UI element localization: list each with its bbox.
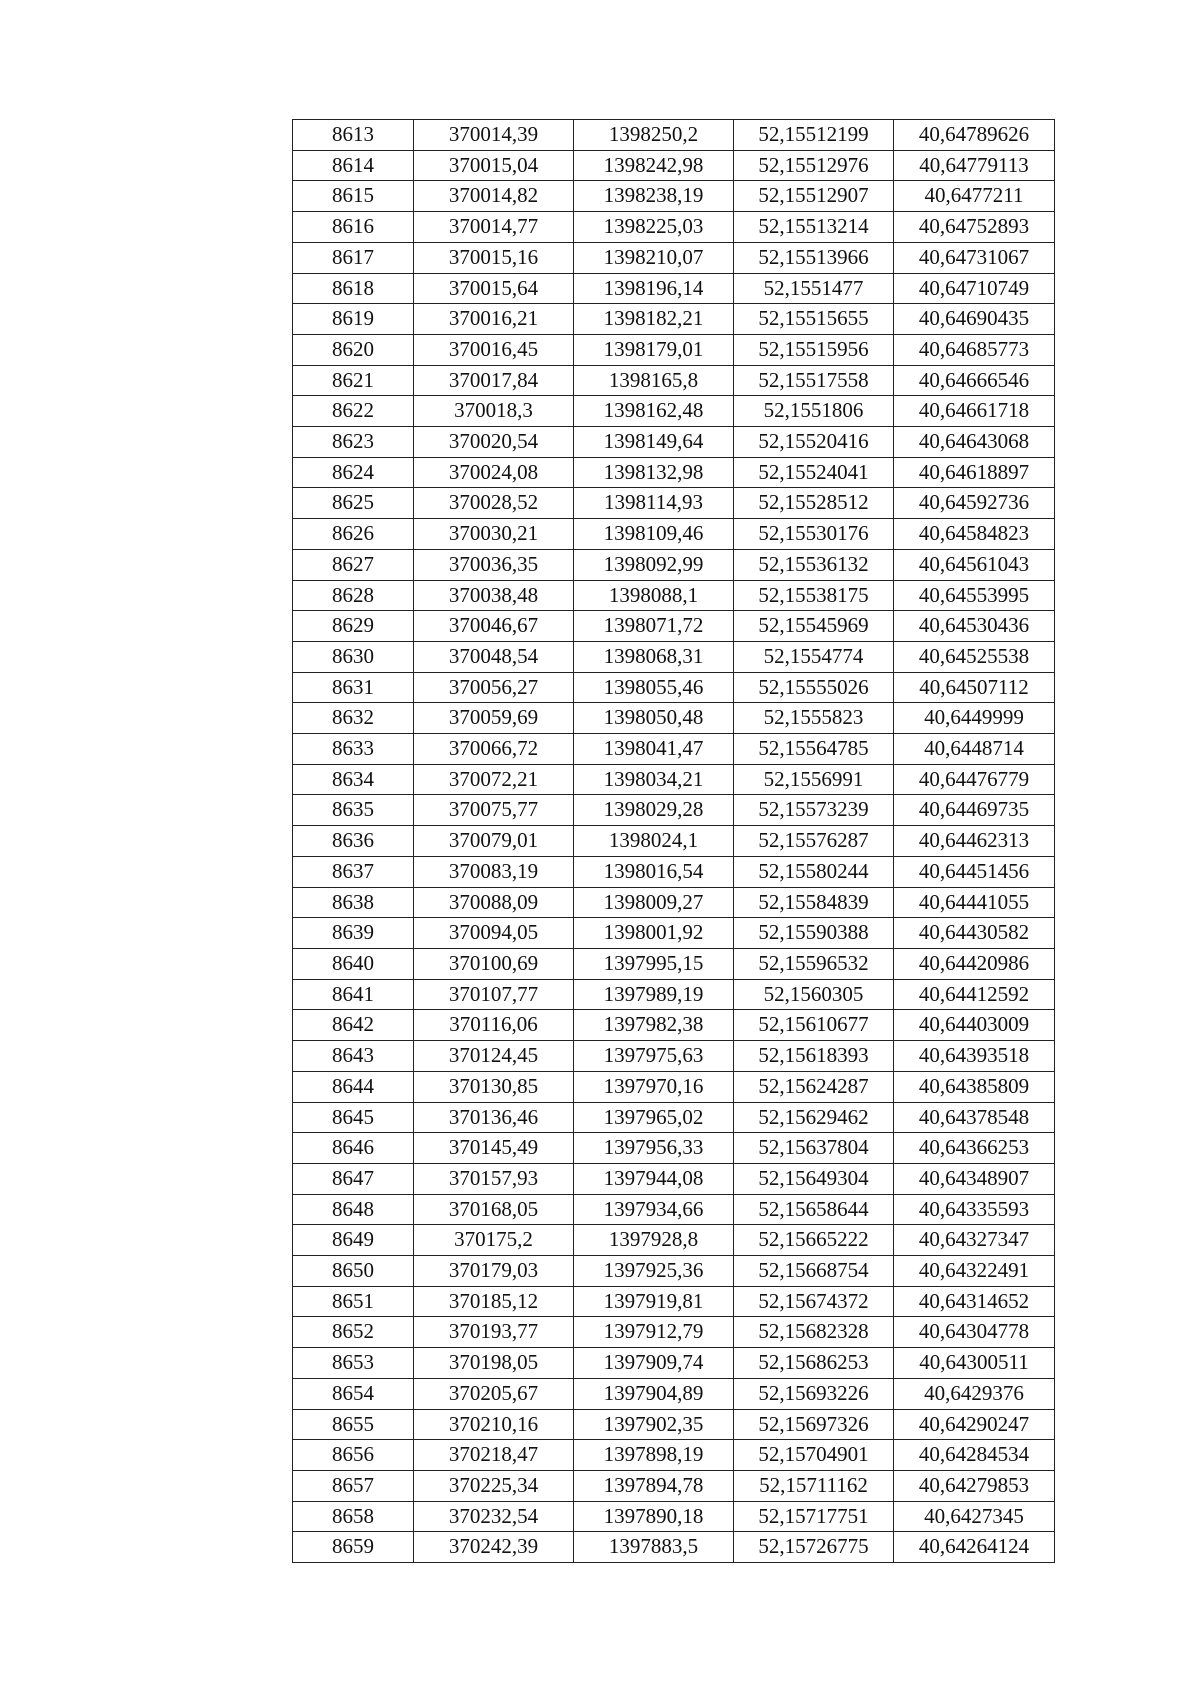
y-coordinate-cell: 1398050,48 [574,703,734,734]
y-coordinate-cell: 1397944,08 [574,1163,734,1194]
x-coordinate-cell: 370036,35 [414,549,574,580]
x-coordinate-cell: 370157,93 [414,1163,574,1194]
table-row [293,1133,1055,1164]
point-number-cell: 8644 [293,1071,414,1102]
x-coordinate-cell: 370015,04 [414,150,574,181]
x-coordinate-cell: 370016,21 [414,304,574,335]
longitude-cell: 40,64710749 [894,273,1055,304]
longitude-cell: 40,64530436 [894,611,1055,642]
x-coordinate-cell: 370179,03 [414,1256,574,1287]
latitude-cell: 52,15711162 [734,1470,894,1501]
latitude-cell: 52,15515956 [734,334,894,365]
table-row [293,181,1055,212]
table-row [293,1225,1055,1256]
longitude-cell: 40,6429376 [894,1378,1055,1409]
point-number-cell: 8657 [293,1470,414,1501]
x-coordinate-cell: 370075,77 [414,795,574,826]
longitude-cell: 40,64525538 [894,641,1055,672]
y-coordinate-cell: 1398109,46 [574,519,734,550]
latitude-cell: 52,15686253 [734,1348,894,1379]
longitude-cell: 40,64643068 [894,427,1055,458]
point-number-cell: 8617 [293,242,414,273]
longitude-cell: 40,6477211 [894,181,1055,212]
latitude-cell: 52,15717751 [734,1501,894,1532]
longitude-cell: 40,64618897 [894,457,1055,488]
x-coordinate-cell: 370059,69 [414,703,574,734]
x-coordinate-cell: 370017,84 [414,365,574,396]
latitude-cell: 52,1551477 [734,273,894,304]
point-number-cell: 8652 [293,1317,414,1348]
latitude-cell: 52,15520416 [734,427,894,458]
x-coordinate-cell: 370014,39 [414,120,574,151]
longitude-cell: 40,64666546 [894,365,1055,396]
latitude-cell: 52,15668754 [734,1256,894,1287]
x-coordinate-cell: 370225,34 [414,1470,574,1501]
x-coordinate-cell: 370242,39 [414,1532,574,1563]
latitude-cell: 52,15658644 [734,1194,894,1225]
longitude-cell: 40,64264124 [894,1532,1055,1563]
table-row [293,1163,1055,1194]
y-coordinate-cell: 1397975,63 [574,1041,734,1072]
coordinates-table-body [293,120,1055,1563]
table-row [293,703,1055,734]
y-coordinate-cell: 1398179,01 [574,334,734,365]
longitude-cell: 40,64314652 [894,1286,1055,1317]
x-coordinate-cell: 370124,45 [414,1041,574,1072]
y-coordinate-cell: 1398088,1 [574,580,734,611]
y-coordinate-cell: 1397912,79 [574,1317,734,1348]
table-row [293,549,1055,580]
longitude-cell: 40,64304778 [894,1317,1055,1348]
longitude-cell: 40,64789626 [894,120,1055,151]
latitude-cell: 52,1560305 [734,979,894,1010]
x-coordinate-cell: 370094,05 [414,918,574,949]
longitude-cell: 40,64731067 [894,242,1055,273]
point-number-cell: 8637 [293,856,414,887]
longitude-cell: 40,64284534 [894,1440,1055,1471]
x-coordinate-cell: 370046,67 [414,611,574,642]
y-coordinate-cell: 1397894,78 [574,1470,734,1501]
table-row [293,457,1055,488]
latitude-cell: 52,15576287 [734,826,894,857]
point-number-cell: 8635 [293,795,414,826]
latitude-cell: 52,15624287 [734,1071,894,1102]
table-row [293,334,1055,365]
table-row [293,1409,1055,1440]
x-coordinate-cell: 370116,06 [414,1010,574,1041]
x-coordinate-cell: 370210,16 [414,1409,574,1440]
table-row [293,488,1055,519]
point-number-cell: 8638 [293,887,414,918]
latitude-cell: 52,15693226 [734,1378,894,1409]
point-number-cell: 8624 [293,457,414,488]
latitude-cell: 52,15580244 [734,856,894,887]
latitude-cell: 52,15697326 [734,1409,894,1440]
x-coordinate-cell: 370015,16 [414,242,574,273]
y-coordinate-cell: 1398001,92 [574,918,734,949]
point-number-cell: 8615 [293,181,414,212]
latitude-cell: 52,15584839 [734,887,894,918]
x-coordinate-cell: 370018,3 [414,396,574,427]
longitude-cell: 40,64661718 [894,396,1055,427]
y-coordinate-cell: 1398092,99 [574,549,734,580]
y-coordinate-cell: 1397934,66 [574,1194,734,1225]
y-coordinate-cell: 1397904,89 [574,1378,734,1409]
table-row [293,427,1055,458]
y-coordinate-cell: 1398210,07 [574,242,734,273]
point-number-cell: 8625 [293,488,414,519]
y-coordinate-cell: 1397965,02 [574,1102,734,1133]
latitude-cell: 52,15637804 [734,1133,894,1164]
longitude-cell: 40,64507112 [894,672,1055,703]
latitude-cell: 52,15528512 [734,488,894,519]
point-number-cell: 8614 [293,150,414,181]
y-coordinate-cell: 1398071,72 [574,611,734,642]
table-row [293,734,1055,765]
table-row [293,273,1055,304]
x-coordinate-cell: 370014,82 [414,181,574,212]
table-row [293,611,1055,642]
point-number-cell: 8632 [293,703,414,734]
point-number-cell: 8618 [293,273,414,304]
longitude-cell: 40,64752893 [894,212,1055,243]
table-row [293,1102,1055,1133]
y-coordinate-cell: 1398055,46 [574,672,734,703]
x-coordinate-cell: 370185,12 [414,1286,574,1317]
latitude-cell: 52,15524041 [734,457,894,488]
longitude-cell: 40,64393518 [894,1041,1055,1072]
longitude-cell: 40,6448714 [894,734,1055,765]
point-number-cell: 8639 [293,918,414,949]
point-number-cell: 8613 [293,120,414,151]
point-number-cell: 8646 [293,1133,414,1164]
x-coordinate-cell: 370056,27 [414,672,574,703]
longitude-cell: 40,64561043 [894,549,1055,580]
x-coordinate-cell: 370066,72 [414,734,574,765]
point-number-cell: 8629 [293,611,414,642]
longitude-cell: 40,64592736 [894,488,1055,519]
y-coordinate-cell: 1398024,1 [574,826,734,857]
y-coordinate-cell: 1397883,5 [574,1532,734,1563]
x-coordinate-cell: 370218,47 [414,1440,574,1471]
x-coordinate-cell: 370072,21 [414,764,574,795]
x-coordinate-cell: 370168,05 [414,1194,574,1225]
x-coordinate-cell: 370024,08 [414,457,574,488]
point-number-cell: 8645 [293,1102,414,1133]
point-number-cell: 8619 [293,304,414,335]
latitude-cell: 52,15536132 [734,549,894,580]
table-row [293,242,1055,273]
y-coordinate-cell: 1398009,27 [574,887,734,918]
table-row [293,1317,1055,1348]
x-coordinate-cell: 370100,69 [414,948,574,979]
y-coordinate-cell: 1397970,16 [574,1071,734,1102]
latitude-cell: 52,15610677 [734,1010,894,1041]
longitude-cell: 40,6427345 [894,1501,1055,1532]
x-coordinate-cell: 370015,64 [414,273,574,304]
table-row [293,826,1055,857]
longitude-cell: 40,64366253 [894,1133,1055,1164]
latitude-cell: 52,15590388 [734,918,894,949]
x-coordinate-cell: 370079,01 [414,826,574,857]
y-coordinate-cell: 1398149,64 [574,427,734,458]
x-coordinate-cell: 370107,77 [414,979,574,1010]
x-coordinate-cell: 370232,54 [414,1501,574,1532]
latitude-cell: 52,15704901 [734,1440,894,1471]
table-row [293,1010,1055,1041]
table-row [293,918,1055,949]
latitude-cell: 52,15682328 [734,1317,894,1348]
point-number-cell: 8653 [293,1348,414,1379]
latitude-cell: 52,15512199 [734,120,894,151]
point-number-cell: 8631 [293,672,414,703]
point-number-cell: 8620 [293,334,414,365]
point-number-cell: 8616 [293,212,414,243]
latitude-cell: 52,15618393 [734,1041,894,1072]
y-coordinate-cell: 1398034,21 [574,764,734,795]
y-coordinate-cell: 1398238,19 [574,181,734,212]
y-coordinate-cell: 1398016,54 [574,856,734,887]
longitude-cell: 40,64553995 [894,580,1055,611]
longitude-cell: 40,64420986 [894,948,1055,979]
x-coordinate-cell: 370130,85 [414,1071,574,1102]
longitude-cell: 40,64378548 [894,1102,1055,1133]
y-coordinate-cell: 1398162,48 [574,396,734,427]
table-row [293,641,1055,672]
x-coordinate-cell: 370198,05 [414,1348,574,1379]
longitude-cell: 40,64300511 [894,1348,1055,1379]
longitude-cell: 40,64584823 [894,519,1055,550]
longitude-cell: 40,64469735 [894,795,1055,826]
longitude-cell: 40,64290247 [894,1409,1055,1440]
y-coordinate-cell: 1397909,74 [574,1348,734,1379]
table-row [293,396,1055,427]
y-coordinate-cell: 1398242,98 [574,150,734,181]
point-number-cell: 8630 [293,641,414,672]
longitude-cell: 40,64327347 [894,1225,1055,1256]
point-number-cell: 8623 [293,427,414,458]
table-row [293,1470,1055,1501]
x-coordinate-cell: 370193,77 [414,1317,574,1348]
table-row [293,1194,1055,1225]
latitude-cell: 52,15629462 [734,1102,894,1133]
longitude-cell: 40,64279853 [894,1470,1055,1501]
latitude-cell: 52,15665222 [734,1225,894,1256]
y-coordinate-cell: 1397902,35 [574,1409,734,1440]
y-coordinate-cell: 1398165,8 [574,365,734,396]
latitude-cell: 52,1554774 [734,641,894,672]
x-coordinate-cell: 370038,48 [414,580,574,611]
point-number-cell: 8651 [293,1286,414,1317]
table-row [293,1532,1055,1563]
y-coordinate-cell: 1397898,19 [574,1440,734,1471]
longitude-cell: 40,64322491 [894,1256,1055,1287]
longitude-cell: 40,64476779 [894,764,1055,795]
latitude-cell: 52,1556991 [734,764,894,795]
y-coordinate-cell: 1397925,36 [574,1256,734,1287]
latitude-cell: 52,15515655 [734,304,894,335]
latitude-cell: 52,15545969 [734,611,894,642]
table-row [293,672,1055,703]
table-row [293,519,1055,550]
longitude-cell: 40,6449999 [894,703,1055,734]
latitude-cell: 52,15573239 [734,795,894,826]
table-row [293,120,1055,151]
y-coordinate-cell: 1398225,03 [574,212,734,243]
point-number-cell: 8647 [293,1163,414,1194]
table-row [293,948,1055,979]
x-coordinate-cell: 370083,19 [414,856,574,887]
y-coordinate-cell: 1398114,93 [574,488,734,519]
table-row [293,979,1055,1010]
table-row [293,887,1055,918]
point-number-cell: 8636 [293,826,414,857]
point-number-cell: 8649 [293,1225,414,1256]
longitude-cell: 40,64779113 [894,150,1055,181]
y-coordinate-cell: 1398029,28 [574,795,734,826]
table-row [293,1440,1055,1471]
table-row [293,304,1055,335]
longitude-cell: 40,64335593 [894,1194,1055,1225]
x-coordinate-cell: 370088,09 [414,887,574,918]
point-number-cell: 8650 [293,1256,414,1287]
point-number-cell: 8622 [293,396,414,427]
point-number-cell: 8659 [293,1532,414,1563]
point-number-cell: 8656 [293,1440,414,1471]
latitude-cell: 52,15530176 [734,519,894,550]
point-number-cell: 8643 [293,1041,414,1072]
latitude-cell: 52,15538175 [734,580,894,611]
longitude-cell: 40,64441055 [894,887,1055,918]
x-coordinate-cell: 370016,45 [414,334,574,365]
latitude-cell: 52,15649304 [734,1163,894,1194]
y-coordinate-cell: 1397982,38 [574,1010,734,1041]
y-coordinate-cell: 1398068,31 [574,641,734,672]
x-coordinate-cell: 370145,49 [414,1133,574,1164]
longitude-cell: 40,64412592 [894,979,1055,1010]
x-coordinate-cell: 370014,77 [414,212,574,243]
table-row [293,856,1055,887]
y-coordinate-cell: 1397989,19 [574,979,734,1010]
x-coordinate-cell: 370205,67 [414,1378,574,1409]
latitude-cell: 52,15596532 [734,948,894,979]
longitude-cell: 40,64462313 [894,826,1055,857]
longitude-cell: 40,64348907 [894,1163,1055,1194]
point-number-cell: 8655 [293,1409,414,1440]
longitude-cell: 40,64403009 [894,1010,1055,1041]
table-row [293,1501,1055,1532]
table-row [293,365,1055,396]
point-number-cell: 8626 [293,519,414,550]
latitude-cell: 52,15512976 [734,150,894,181]
table-row [293,212,1055,243]
y-coordinate-cell: 1398182,21 [574,304,734,335]
point-number-cell: 8634 [293,764,414,795]
x-coordinate-cell: 370028,52 [414,488,574,519]
point-number-cell: 8642 [293,1010,414,1041]
table-row [293,1286,1055,1317]
table-row [293,1041,1055,1072]
longitude-cell: 40,64451456 [894,856,1055,887]
point-number-cell: 8641 [293,979,414,1010]
table-row [293,1256,1055,1287]
point-number-cell: 8658 [293,1501,414,1532]
y-coordinate-cell: 1397928,8 [574,1225,734,1256]
coordinates-table [292,119,1055,1563]
y-coordinate-cell: 1397890,18 [574,1501,734,1532]
latitude-cell: 52,15512907 [734,181,894,212]
longitude-cell: 40,64430582 [894,918,1055,949]
latitude-cell: 52,15517558 [734,365,894,396]
point-number-cell: 8633 [293,734,414,765]
x-coordinate-cell: 370048,54 [414,641,574,672]
table-row [293,1378,1055,1409]
point-number-cell: 8627 [293,549,414,580]
latitude-cell: 52,15726775 [734,1532,894,1563]
x-coordinate-cell: 370030,21 [414,519,574,550]
latitude-cell: 52,15674372 [734,1286,894,1317]
table-row [293,1071,1055,1102]
point-number-cell: 8640 [293,948,414,979]
y-coordinate-cell: 1397995,15 [574,948,734,979]
latitude-cell: 52,15513966 [734,242,894,273]
point-number-cell: 8621 [293,365,414,396]
x-coordinate-cell: 370136,46 [414,1102,574,1133]
longitude-cell: 40,64385809 [894,1071,1055,1102]
y-coordinate-cell: 1397919,81 [574,1286,734,1317]
point-number-cell: 8654 [293,1378,414,1409]
table-row [293,764,1055,795]
x-coordinate-cell: 370020,54 [414,427,574,458]
y-coordinate-cell: 1398250,2 [574,120,734,151]
y-coordinate-cell: 1397956,33 [574,1133,734,1164]
latitude-cell: 52,15555026 [734,672,894,703]
latitude-cell: 52,15564785 [734,734,894,765]
table-row [293,580,1055,611]
latitude-cell: 52,1551806 [734,396,894,427]
point-number-cell: 8648 [293,1194,414,1225]
longitude-cell: 40,64685773 [894,334,1055,365]
y-coordinate-cell: 1398041,47 [574,734,734,765]
latitude-cell: 52,15513214 [734,212,894,243]
table-row [293,150,1055,181]
point-number-cell: 8628 [293,580,414,611]
longitude-cell: 40,64690435 [894,304,1055,335]
y-coordinate-cell: 1398132,98 [574,457,734,488]
latitude-cell: 52,1555823 [734,703,894,734]
table-row [293,795,1055,826]
table-row [293,1348,1055,1379]
x-coordinate-cell: 370175,2 [414,1225,574,1256]
y-coordinate-cell: 1398196,14 [574,273,734,304]
